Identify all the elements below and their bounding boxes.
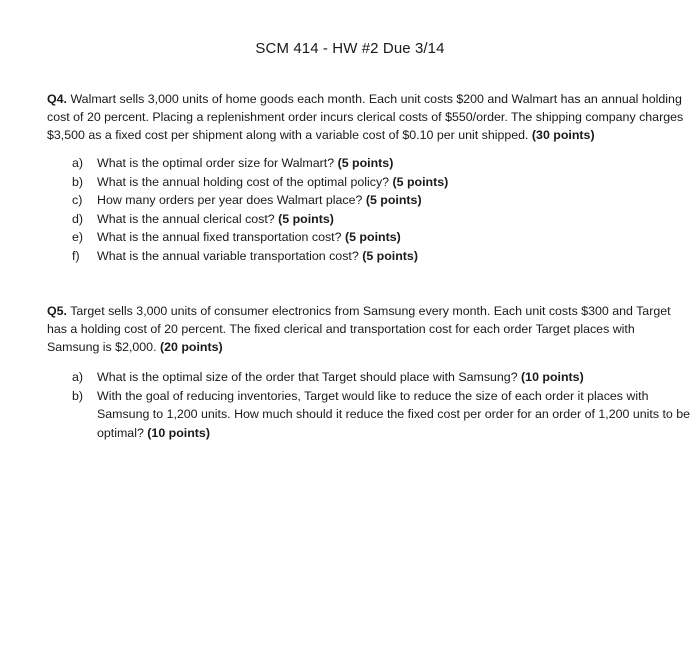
question-4-label: Q4. xyxy=(47,92,67,106)
question-4-subquestions xyxy=(72,154,692,265)
subquestion-4d xyxy=(72,210,692,229)
subquestion-points: (5 points) xyxy=(278,211,334,226)
subquestion-letter: d) xyxy=(72,211,84,226)
subquestion-text: How many orders per year does Walmart place? xyxy=(97,193,363,207)
subquestion-points: (5 points) xyxy=(344,230,401,244)
subquestion-points: (5 points) xyxy=(362,248,418,263)
question-5-subquestions xyxy=(72,368,692,442)
subquestion-4e xyxy=(72,228,692,247)
question-5-points: (20 points) xyxy=(159,340,223,354)
page-title: SCM 414 - HW #2 Due 3/14 xyxy=(255,40,445,57)
subquestion-points: (5 points) xyxy=(392,174,449,189)
subquestion-text: What is the optimal order size for Walmart? xyxy=(97,156,335,170)
subquestion-text: With the goal of reducing inventories, Target would like to reduce the size of each order it places with Samsung to 1,200 units. How much should it reduce the fixed cost per order for an order of 1,200 units to be optimal? xyxy=(97,388,691,440)
subquestion-letter: b) xyxy=(72,388,84,403)
question-5 xyxy=(47,302,689,356)
subquestion-4f xyxy=(72,247,692,266)
question-5-label: Q5. xyxy=(47,304,67,318)
question-4 xyxy=(47,90,689,144)
subquestion-4c xyxy=(72,191,692,210)
subquestion-letter: a) xyxy=(72,370,84,384)
subquestion-points: (5 points) xyxy=(365,193,422,207)
subquestion-letter: e) xyxy=(72,230,84,244)
subquestion-text: What is the annual clerical cost? xyxy=(97,211,275,226)
subquestion-letter: c) xyxy=(72,193,83,207)
subquestion-text: What is the annual fixed transportation cost? xyxy=(97,230,342,244)
subquestion-4b xyxy=(72,173,692,192)
subquestion-letter: f) xyxy=(72,248,80,263)
subquestion-text: What is the optimal size of the order that Target should place with Samsung? xyxy=(97,370,518,384)
question-5-body: Target sells 3,000 units of consumer electronics from Samsung every month. Each unit costs $300 and Target has a holding cost of 20 percent. The fixed clerical and transportation cost for each order Target places with Samsung is $2,000. xyxy=(47,304,671,354)
question-4-points: (30 points) xyxy=(531,128,595,142)
subquestion-points: (5 points) xyxy=(337,156,394,170)
subquestion-text: What is the annual holding cost of the optimal policy? xyxy=(97,174,390,189)
subquestion-text: What is the annual variable transportation cost? xyxy=(97,248,359,263)
subquestion-5a xyxy=(72,368,692,387)
question-4-body: Walmart sells 3,000 units of home goods each month. Each unit costs $200 and Walmart has an annual holding cost of 20 percent. Placing a replenishment order incurs clerical costs of $550/order. The shipping company charges $3,500 as a fixed cost per shipment along with a variable cost of $0.10 per unit shipped. xyxy=(47,92,684,142)
subquestion-points: (10 points) xyxy=(147,425,210,440)
subquestion-points: (10 points) xyxy=(521,370,584,384)
subquestion-letter: a) xyxy=(72,156,84,170)
subquestion-5b xyxy=(72,387,692,443)
subquestion-4a xyxy=(72,154,692,173)
subquestion-letter: b) xyxy=(72,174,84,189)
